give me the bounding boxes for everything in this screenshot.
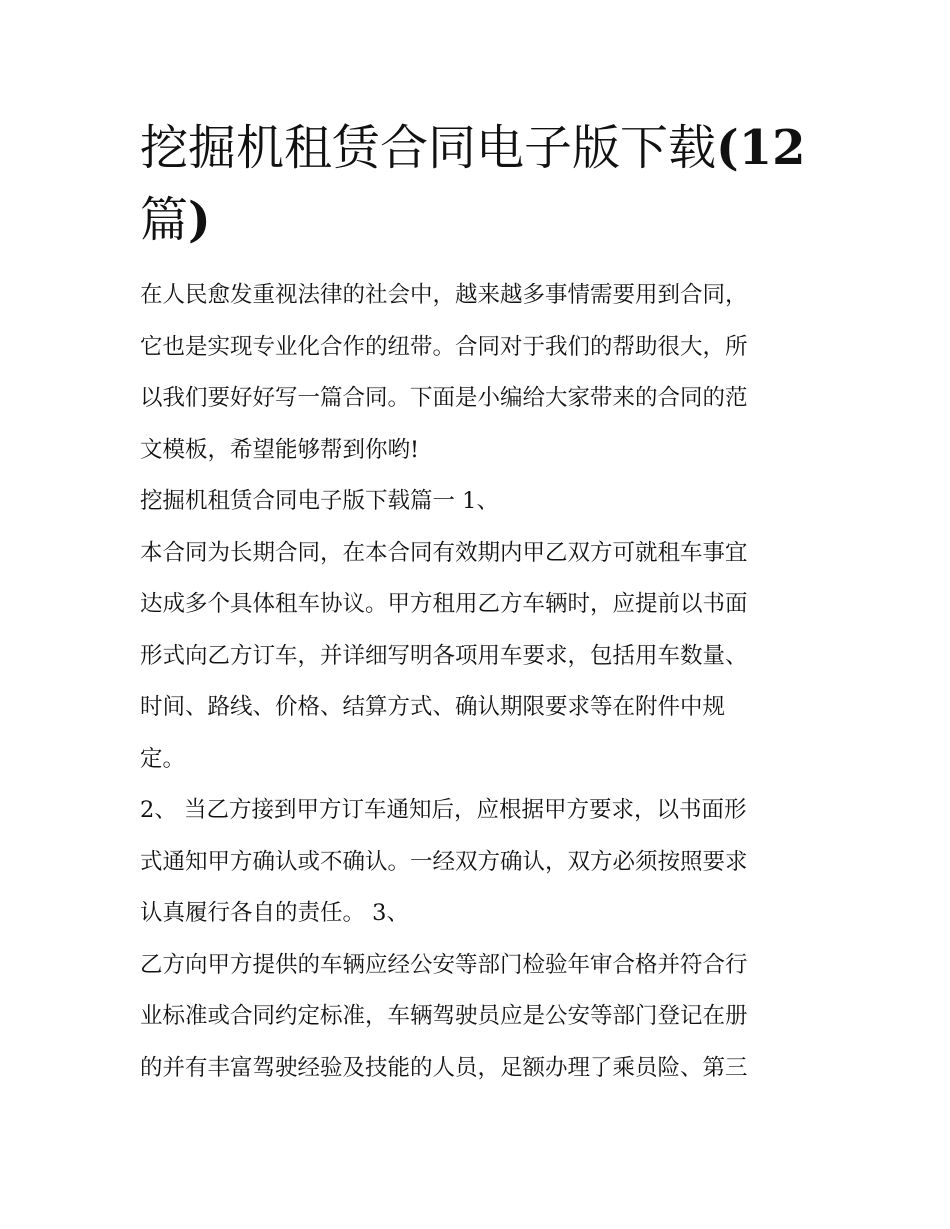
- paragraph-line: 定。: [140, 745, 186, 772]
- paragraph-line: 挖掘机租赁合同电子版下载篇一 1、: [140, 488, 499, 514]
- paragraph: [140, 528, 820, 786]
- paragraph-line: 本合同为长期合同，在本合同有效期内甲乙双方可就租车事宜: [140, 539, 748, 566]
- paragraph-line: 文模板，希望能够帮到你哟!: [140, 436, 420, 463]
- paragraph-line: 的并有丰富驾驶经验及技能的人员，足额办理了乘员险、第三: [140, 1054, 748, 1081]
- title-line-2: 篇): [140, 192, 211, 248]
- paragraph: [140, 270, 820, 476]
- paragraph-line: 认真履行各自的责任。 3、: [140, 900, 409, 926]
- paragraph-line: 2、 当乙方接到甲方订车通知后，应根据甲方要求，以书面形: [140, 797, 747, 823]
- paragraph-line: 业标准或合同约定标准，车辆驾驶员应是公安等部门登记在册: [140, 1003, 748, 1029]
- paragraph-line: 时间、路线、价格、结算方式、确认期限要求等在附件中规: [140, 694, 726, 720]
- paragraph-line: 形式向乙方订车，并详细写明各项用车要求，包括用车数量、: [140, 642, 748, 669]
- paragraph-line: 乙方向甲方提供的车辆应经公安等部门检验年审合格并符合行: [140, 951, 748, 978]
- paragraph-line: 在人民愈发重视法律的社会中，越来越多事情需要用到合同，: [140, 282, 748, 308]
- paragraph: [140, 785, 820, 940]
- paragraph-line: 达成多个具体租车协议。甲方租用乙方车辆时，应提前以书面: [140, 591, 748, 617]
- document-title: [140, 112, 820, 256]
- title-line-1: 挖掘机租赁合同电子版下载(12: [140, 120, 806, 176]
- paragraph-line: 以我们要好好写一篇合同。下面是小编给大家带来的合同的范: [140, 385, 748, 411]
- paragraph: [140, 940, 820, 1095]
- paragraph-line: 式通知甲方确认或不确认。一经双方确认，双方必须按照要求: [140, 848, 748, 875]
- document-body: [140, 270, 820, 1094]
- paragraph-line: 它也是实现专业化合作的纽带。合同对于我们的帮助很大，所: [140, 333, 748, 360]
- document-page: [140, 112, 820, 1094]
- paragraph: [140, 476, 820, 528]
